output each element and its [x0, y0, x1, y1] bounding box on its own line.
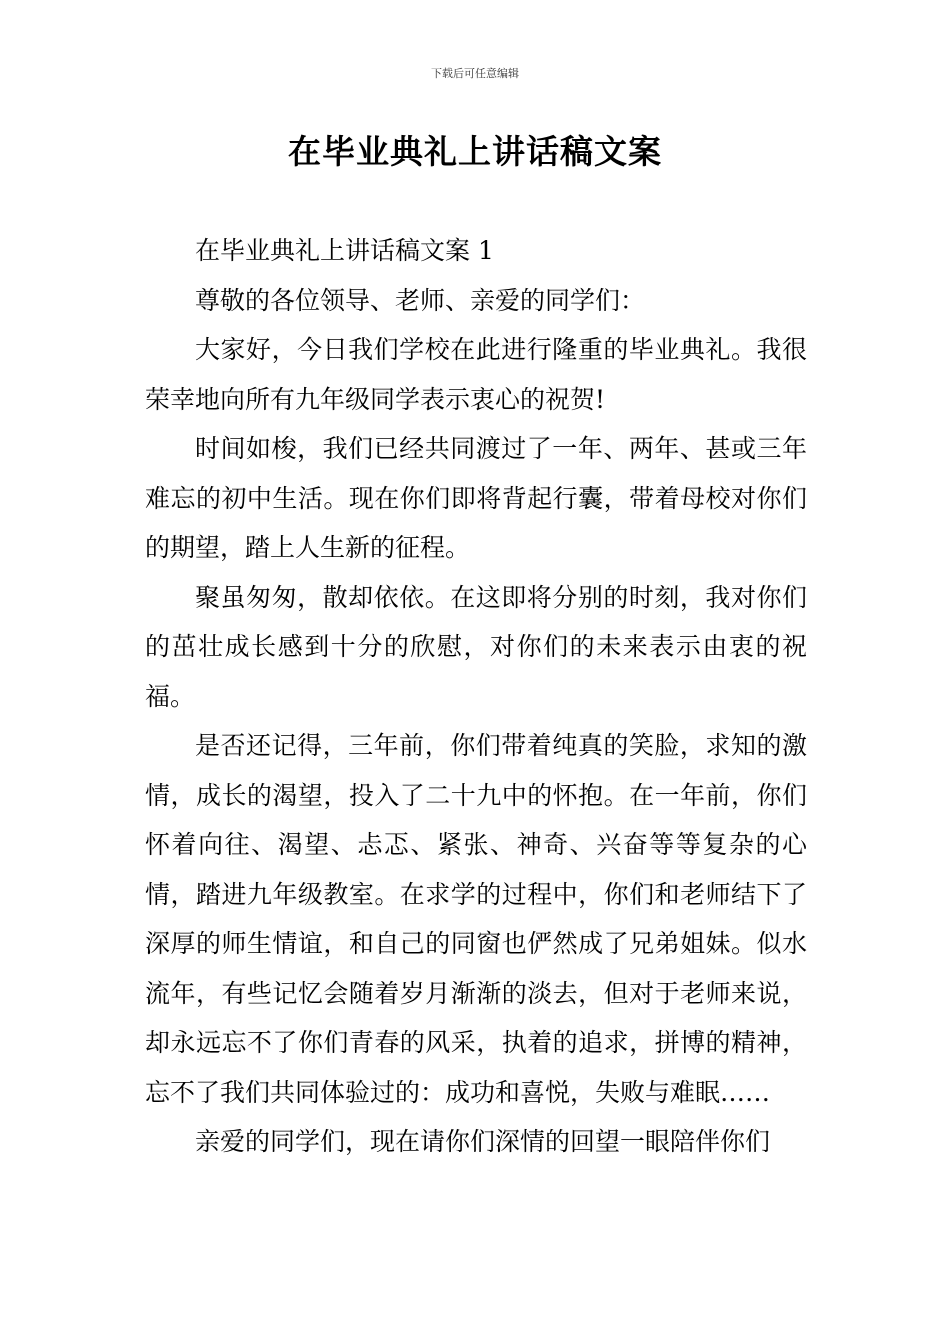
body-paragraph: 大家好，今日我们学校在此进行隆重的毕业典礼。我很荣幸地向所有九年级同学表示衷心的祝贺!: [145, 335, 807, 414]
document-body: [145, 226, 807, 1167]
body-paragraph: 时间如梭，我们已经共同渡过了一年、两年、甚或三年难忘的初中生活。现在你们即将背起行囊，带着母校对你们的期望，踏上人生新的征程。: [145, 434, 807, 562]
document-title: 在毕业典礼上讲话稿文案: [288, 132, 662, 171]
body-paragraph: 亲爱的同学们，现在请你们深情的回望一眼陪伴你们: [195, 1127, 771, 1156]
body-paragraph: 聚虽匆匆，散却依依。在这即将分别的时刻，我对你们的茁壮成长感到十分的欣慰，对你们的未来表示由衷的祝福。: [145, 582, 807, 711]
body-paragraph: 是否还记得，三年前，你们带着纯真的笑脸，求知的激情，成长的渴望，投入了二十九中的怀抱。在一年前，你们怀着向往、渴望、忐忑、紧张、神奇、兴奋等等复杂的心情，踏进九年级教室。在求学的过程中，你们和老师结下了深厚的师生情谊，和自己的同窗也俨然成了兄弟姐妹。似水流年，有些记忆会随着岁月渐渐的淡去，但对于老师来说，却永远忘不了你们青春的风采，执着的追求，拼博的精神，忘不了我们共同体验过的：成功和喜悦，失败与难眠……: [145, 731, 807, 1107]
salutation-paragraph: 尊敬的各位领导、老师、亲爱的同学们：: [195, 285, 646, 315]
subtitle-paragraph: 在毕业典礼上讲话稿文案 1: [195, 236, 494, 265]
page-header-note: 下载后可任意编辑: [431, 67, 519, 80]
